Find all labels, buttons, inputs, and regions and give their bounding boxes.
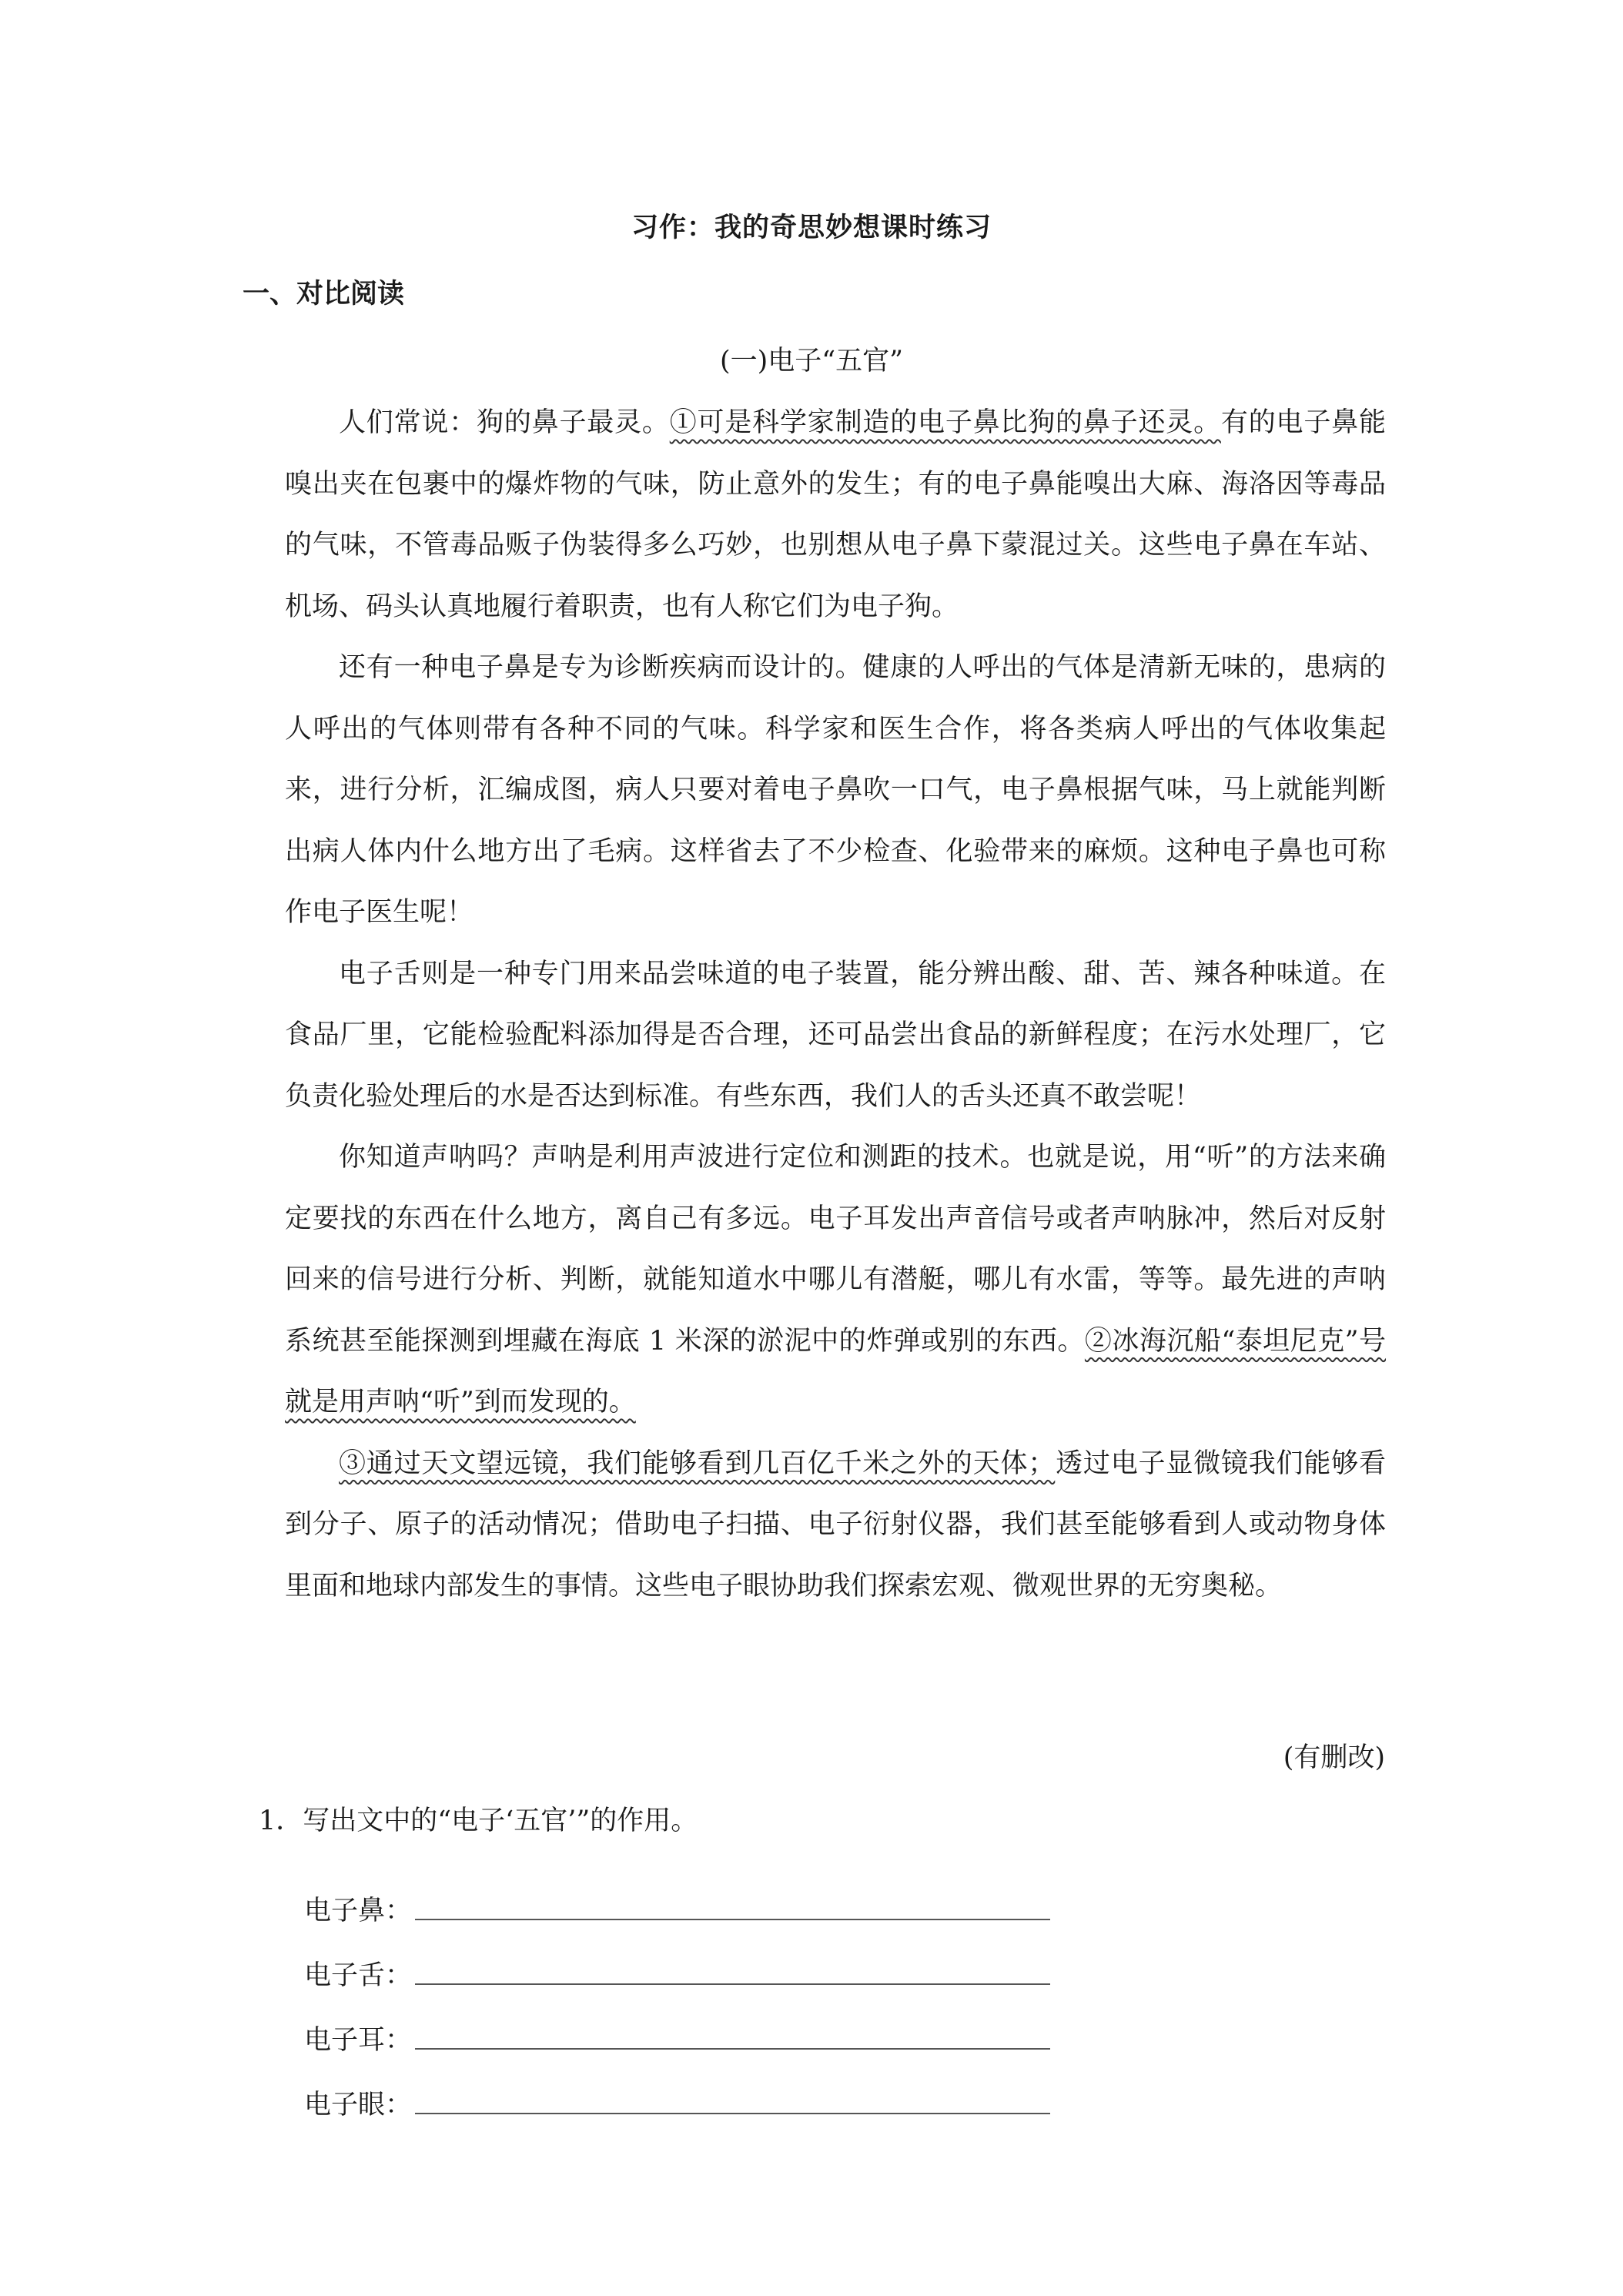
passage-paragraph-2 bbox=[285, 638, 1386, 944]
answer-row-eye bbox=[304, 2057, 1050, 2122]
passage-paragraph-4 bbox=[285, 1127, 1386, 1434]
answer-row-ear bbox=[304, 1993, 1050, 2057]
reading-passage bbox=[285, 393, 1386, 1617]
passage-paragraph-5 bbox=[285, 1434, 1386, 1618]
paragraph-text: 还有一种电子鼻是专为诊断疾病而设计的。健康的人呼出的气体是清新无味的，患病的人呼出的气体则带有各种不同的气味。科学家和医生合作，将各类病人呼出的气体收集起来，进行分析，汇编成图，病人只要对着电子鼻吹一口气，电子鼻根据气味，马上就能判断出病人体内什么地方出了毛病。这样省去了不少检查、化验带来的麻烦。这种电子鼻也可称作电子医生呢！ bbox=[285, 652, 1386, 928]
passage-paragraph-1 bbox=[285, 393, 1386, 638]
passage-title: (一)电子“五官” bbox=[719, 346, 904, 377]
answer-blank-line[interactable] bbox=[415, 2083, 1050, 2114]
source-note: (有删改) bbox=[1283, 1742, 1385, 1773]
answer-blank-line[interactable] bbox=[415, 1954, 1050, 1985]
section-heading: 一、对比阅读 bbox=[243, 279, 405, 310]
question-1: 1．写出文中的“电子‘五官’”的作用。 bbox=[259, 1806, 698, 1836]
paragraph-text: 你知道声呐吗？声呐是利用声波进行定位和测距的技术。也就是说，用“听”的方法来确定要找的东西在什么地方，离自己有多远。电子耳发出声音信号或者声呐脉冲，然后对反射回来的信号进行分析、判断，就能知道水中哪儿有潜艇，哪儿有水雷，等等。最先进的声呐系统甚至能探测到埋藏在海底 1 米深的淤泥中的炸弹或别的东西。 bbox=[285, 1142, 1386, 1357]
answer-row-nose bbox=[304, 1863, 1050, 1928]
underlined-sentence-1: ①可是科学家制造的电子鼻比狗的鼻子还灵。 bbox=[669, 407, 1221, 438]
document-title: 习作：我的奇思妙想课时练习 bbox=[631, 213, 992, 243]
answer-label: 电子眼： bbox=[304, 2090, 413, 2120]
underlined-sentence-2: ②冰海沉船“泰坦尼克”号就是用声呐“听”到而发现的。 bbox=[285, 1325, 1386, 1417]
answer-row-tongue bbox=[304, 1928, 1050, 1993]
answer-label: 电子舌： bbox=[304, 1960, 413, 1991]
paragraph-text: 有的电子鼻能嗅出夹在包裹中的爆炸物的气味，防止意外的发生；有的电子鼻能嗅出大麻、海洛因等毒品的气味，不管毒品贩子伪装得多么巧妙，也别想从电子鼻下蒙混过关。这些电子鼻在车站、机场、码头认真地履行着职责，也有人称它们为电子狗。 bbox=[285, 407, 1386, 622]
paragraph-text: 透过电子显微镜我们能够看到分子、原子的活动情况；借助电子扫描、电子衍射仪器，我们甚至能够看到人或动物身体里面和地球内部发生的事情。这些电子眼协助我们探索宏观、微观世界的无穷奥秘。 bbox=[285, 1448, 1386, 1602]
answer-label: 电子鼻： bbox=[304, 1896, 413, 1926]
answer-blank-line[interactable] bbox=[415, 2019, 1050, 2050]
answer-list bbox=[304, 1863, 1050, 2122]
passage-paragraph-3 bbox=[285, 944, 1386, 1128]
answer-label: 电子耳： bbox=[304, 2025, 413, 2056]
underlined-sentence-3: ③通过天文望远镜，我们能够看到几百亿千米之外的天体； bbox=[339, 1448, 1056, 1479]
answer-blank-line[interactable] bbox=[415, 1889, 1050, 1920]
paragraph-text: 人们常说：狗的鼻子最灵。 bbox=[339, 407, 670, 438]
paragraph-text: 电子舌则是一种专门用来品尝味道的电子装置，能分辨出酸、甜、苦、辣各种味道。在食品厂里，它能检验配料添加得是否合理，还可品尝出食品的新鲜程度；在污水处理厂，它负责化验处理后的水是否达到标准。有些东西，我们人的舌头还真不敢尝呢！ bbox=[285, 958, 1386, 1112]
